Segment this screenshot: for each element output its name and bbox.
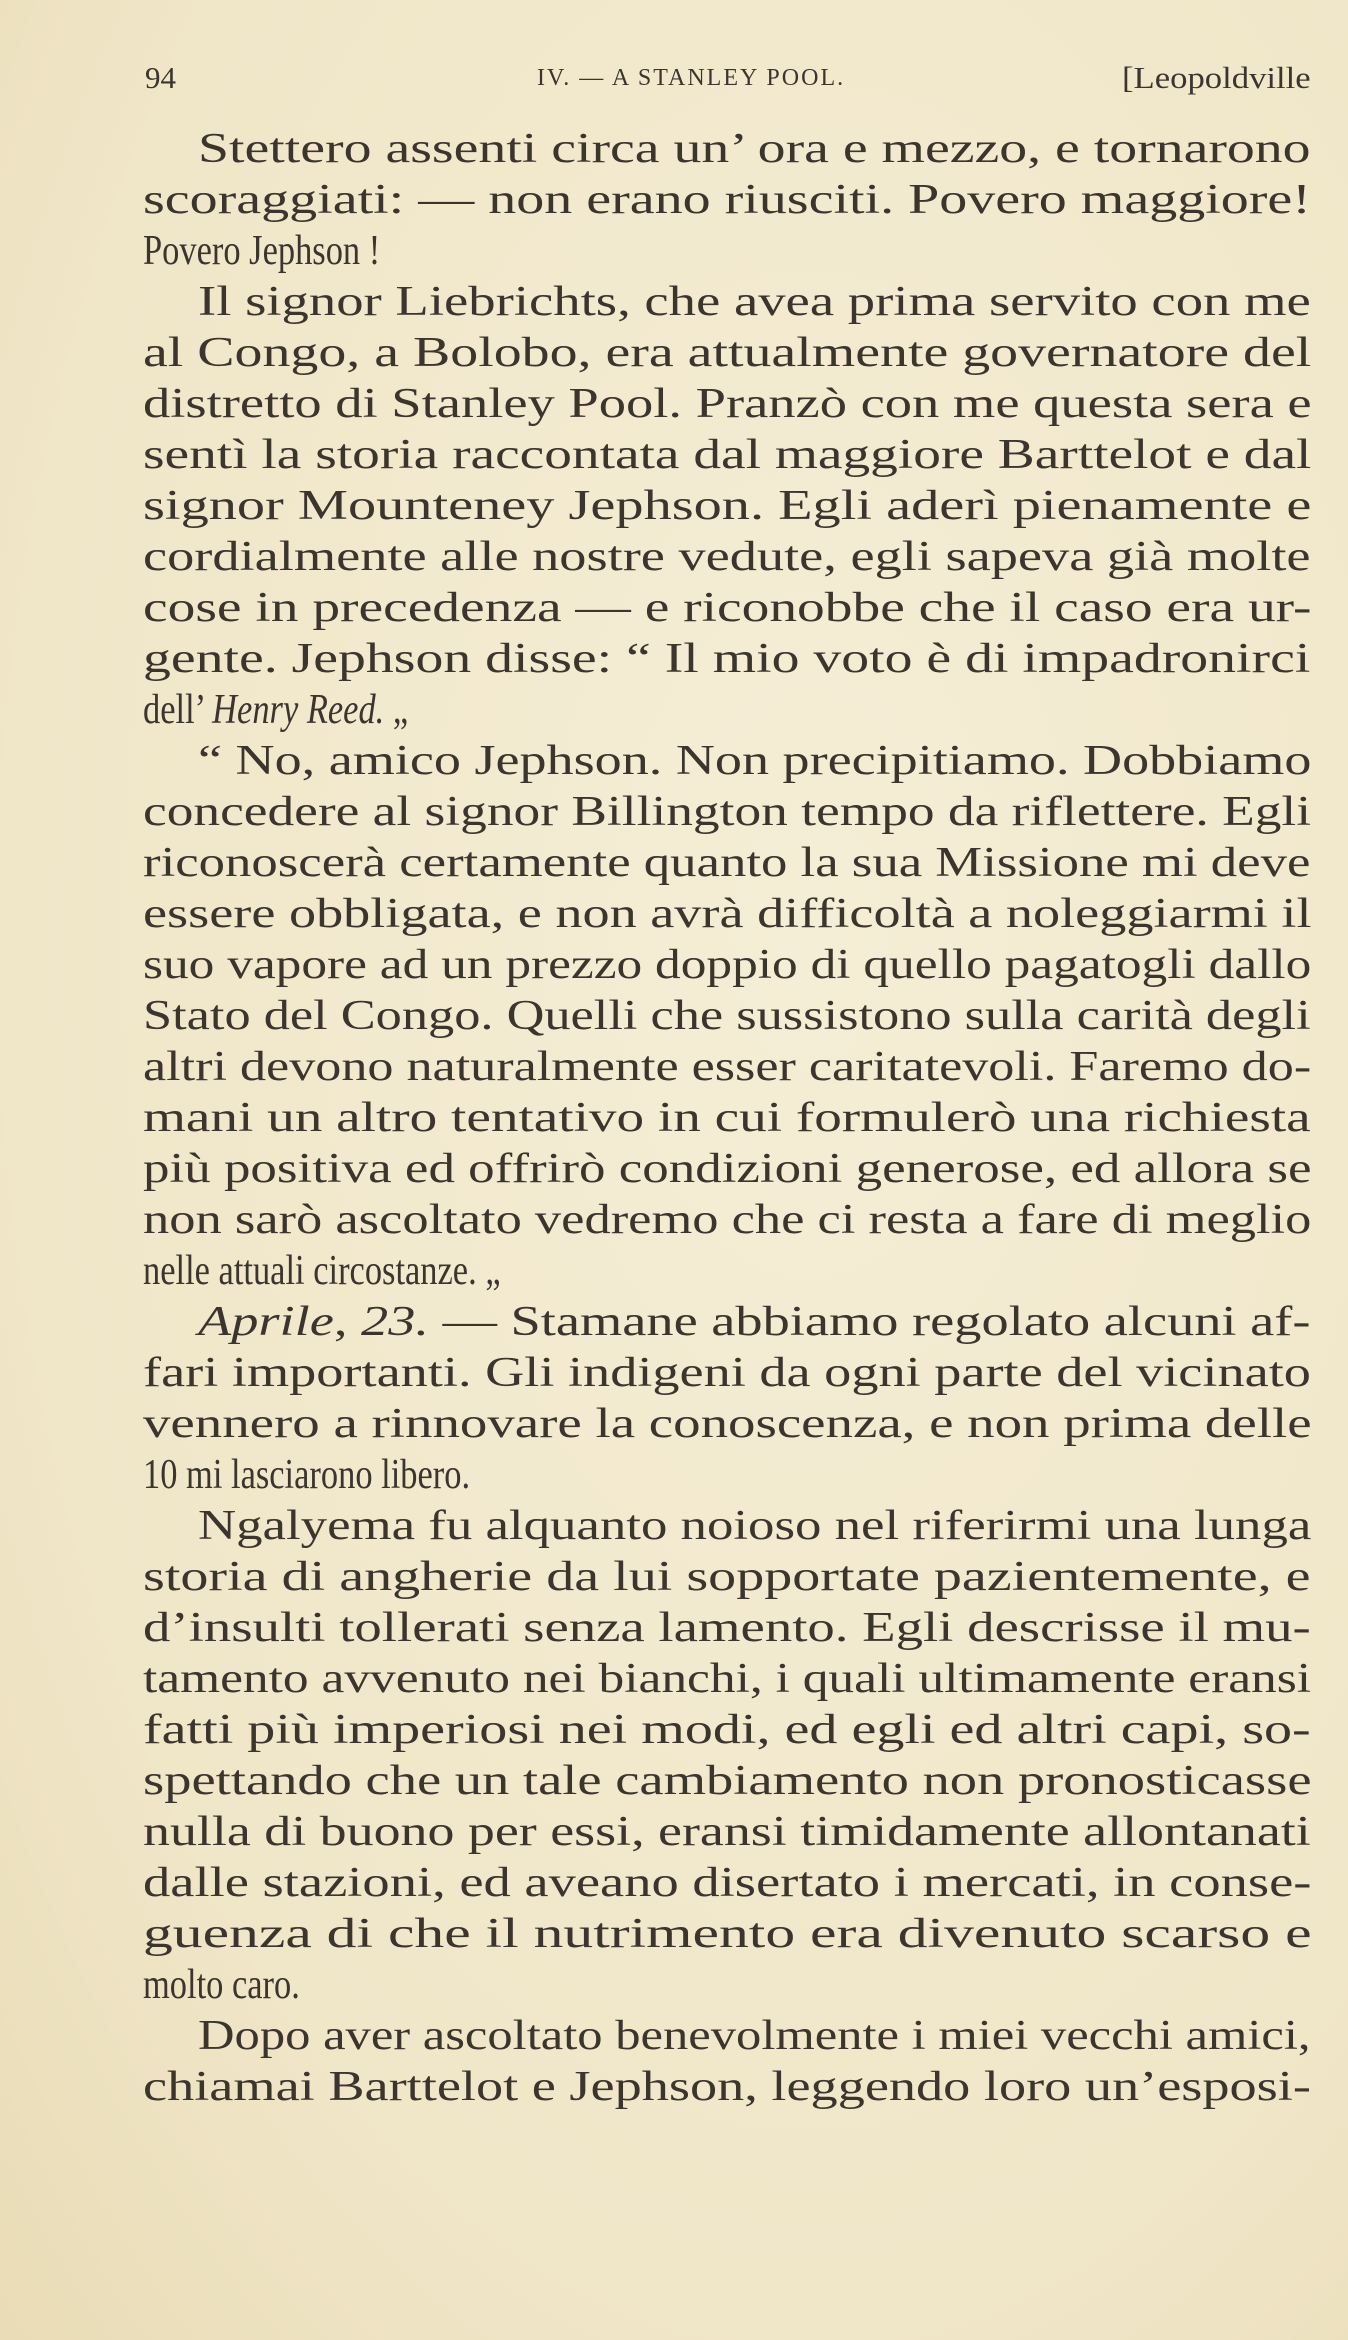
text-segment: Dopo aver ascoltato benevolmente i miei vecchi amici, — [198, 2013, 1311, 2059]
text-segment: mani un altro tentativo in cui formulerò una richiesta — [143, 1095, 1311, 1141]
text-segment: scoraggiati: — non erano riusciti. Povero maggiore! — [143, 177, 1311, 223]
text-line — [143, 328, 1311, 378]
text-segment: cordialmente alle nostre vedute, egli sapeva già molte — [143, 534, 1311, 580]
text-line — [143, 991, 1311, 1041]
text-segment: cose in precedenza — e riconobbe che il caso era ur- — [143, 585, 1312, 631]
text-line — [143, 634, 1310, 684]
text-segment: gente. Jephson disse: “ Il mio voto è di impadronirci — [143, 636, 1311, 682]
italic-text: Aprile — [198, 1299, 334, 1345]
text-segment: dalle stazioni, ed aveano disertato i mercati, in conse- — [143, 1860, 1312, 1906]
text-line — [198, 2011, 1311, 2061]
text-line — [198, 277, 1311, 327]
text-line — [143, 1144, 1312, 1194]
text-segment: essere obbligata, e non avrà difficoltà a noleggiarmi il — [143, 891, 1312, 937]
text-line — [143, 1552, 1311, 1602]
text-line — [143, 1042, 1311, 1092]
text-segment: Povero Jephson ! — [143, 228, 381, 274]
text-line — [143, 226, 380, 276]
text-line — [143, 1654, 1311, 1704]
text-line — [143, 1348, 1311, 1398]
text-line — [143, 175, 1311, 225]
running-title: IV. — A STANLEY POOL. — [537, 65, 846, 91]
text-segment: molto caro. — [143, 1962, 300, 2008]
text-segment: Stettero assenti circa un’ ora e mezzo, e tornarono — [198, 126, 1311, 172]
text-line — [198, 1297, 1310, 1347]
text-line — [143, 1399, 1312, 1449]
text-line — [143, 1807, 1311, 1857]
text-segment: “ No, amico Jephson. Non precipitiamo. Dobbiamo — [198, 738, 1312, 784]
italic-text: Henry Reed. — [212, 687, 385, 733]
text-segment: dell’ — [143, 687, 213, 733]
text-segment: vennero a rinnovare la conoscenza, e non prima delle — [143, 1401, 1312, 1447]
text-line — [143, 583, 1311, 633]
text-line — [143, 1195, 1311, 1245]
text-segment: fari importanti. Gli indigeni da ogni parte del vicinato — [143, 1350, 1311, 1396]
text-segment: d’insulti tollerati senza lamento. Egli descrisse il mu- — [143, 1605, 1311, 1651]
text-segment: Stato del Congo. Quelli che sussistono sulla carità degli — [143, 993, 1311, 1039]
text-line — [143, 1093, 1311, 1143]
section-heading: [Leopoldville — [1122, 60, 1311, 95]
text-line — [143, 838, 1310, 888]
text-line — [143, 1858, 1311, 1908]
text-segment: distretto di Stanley Pool. Pranzò con me questa sera e — [143, 381, 1312, 427]
text-segment: chiamai Barttelot e Jephson, leggendo loro un’esposi- — [143, 2064, 1311, 2110]
text-segment: 10 mi lasciarono libero. — [143, 1452, 471, 1498]
text-segment: fatti più imperiosi nei modi, ed egli ed altri capi, so- — [143, 1707, 1311, 1753]
text-segment: nelle attuali circostanze. „ — [143, 1248, 501, 1294]
italic-text: 23. — [361, 1299, 429, 1345]
page-number: 94 — [145, 60, 176, 95]
text-segment: signor Mounteney Jephson. Egli aderì pienamente e — [143, 483, 1312, 529]
text-line — [143, 1246, 501, 1296]
text-segment: non sarò ascoltato vedremo che ci resta a fare di meglio — [143, 1197, 1312, 1243]
text-segment: tamento avvenuto nei bianchi, i quali ultimamente eransi — [143, 1656, 1312, 1702]
text-line — [143, 1909, 1312, 1959]
text-line — [143, 1705, 1311, 1755]
text-segment: al Congo, a Bolobo, era attualmente governatore del — [143, 330, 1312, 376]
text-segment: Ngalyema fu alquanto noioso nel riferirmi una lunga — [198, 1503, 1312, 1549]
text-line — [143, 1960, 300, 2010]
text-segment: riconoscerà certamente quanto la sua Missione mi deve — [143, 840, 1311, 886]
text-line — [143, 787, 1311, 837]
text-segment: spettando che un tale cambiamento non pronosticasse — [143, 1758, 1312, 1804]
text-segment: nulla di buono per essi, eransi timidamente allontanati — [143, 1809, 1311, 1855]
text-line — [143, 1756, 1312, 1806]
text-line — [143, 889, 1312, 939]
text-line — [143, 430, 1311, 480]
text-segment: Il signor Liebrichts, che avea prima servito con me — [198, 279, 1311, 325]
text-line — [198, 736, 1311, 786]
text-segment: , — [333, 1299, 362, 1345]
text-segment: „ — [384, 687, 409, 733]
text-line — [143, 379, 1312, 429]
text-segment: concedere al signor Billington tempo da riflettere. Egli — [143, 789, 1312, 835]
text-line — [198, 124, 1311, 174]
text-segment: suo vapore ad un prezzo doppio di quello pagatogli dallo — [143, 942, 1312, 988]
text-line — [143, 1603, 1311, 1653]
text-line — [143, 1450, 470, 1500]
text-segment: altri devono naturalmente esser caritatevoli. Faremo do- — [143, 1044, 1312, 1090]
text-line — [143, 2062, 1311, 2112]
text-segment: guenza di che il nutrimento era divenuto scarso e — [143, 1911, 1312, 1957]
text-line — [143, 940, 1311, 990]
text-segment: storia di angherie da lui sopportate pazientemente, e — [143, 1554, 1311, 1600]
text-segment: — Stamane abbiamo regolato alcuni af- — [428, 1299, 1311, 1345]
text-line — [143, 481, 1311, 531]
text-line — [143, 532, 1311, 582]
text-segment: più positiva ed offrirò condizioni generose, ed allora se — [143, 1146, 1312, 1192]
text-line — [143, 685, 408, 735]
text-line — [198, 1501, 1311, 1551]
text-segment: sentì la storia raccontata dal maggiore Barttelot e dal — [143, 432, 1312, 478]
